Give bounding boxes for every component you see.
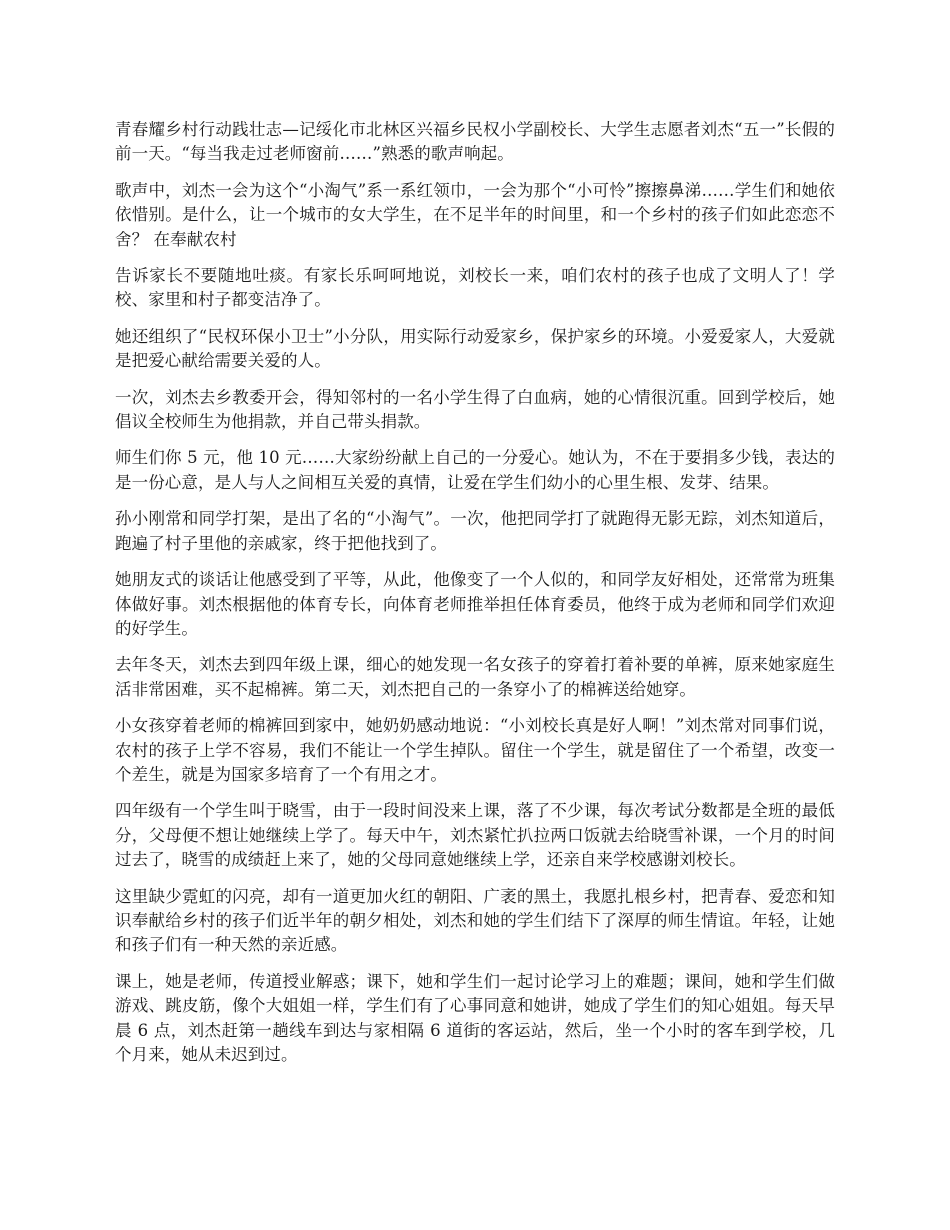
paragraph: 她还组织了“民权环保小卫士”小分队，用实际行动爱家乡，保护家乡的环境。小爱爱家人，大爱就是把爱心献给需要关爱的人。 [115, 326, 835, 371]
paragraph: 一次，刘杰去乡教委开会，得知邻村的一名小学生得了白血病，她的心情很沉重。回到学校后，她倡议全校师生为他捐款，并自己带头捐款。 [115, 387, 835, 432]
paragraph: 去年冬天，刘杰去到四年级上课，细心的她发现一名女孩子的穿着打着补要的单裤，原来她家庭生活非常困难，买不起棉裤。第二天，刘杰把自己的一条穿小了的棉裤送给她穿。 [115, 655, 835, 699]
paragraph: 青春耀乡村行动践壮志—记绥化市北林区兴福乡民权小学副校长、大学生志愿者刘杰“五一”长假的前一天。“每当我走过老师窗前……”熟悉的歌声响起。 [115, 120, 835, 164]
paragraph: 歌声中，刘杰一会为这个“小淘气”系一系红领巾，一会为那个“小可怜”擦擦鼻涕……学生们和她依依惜别。是什么，让一个城市的女大学生，在不足半年的时间里，和一个乡村的孩子们如此恋恋不舍？ 在奉献农村 [115, 180, 835, 249]
paragraph: 师生们你 5 元，他 10 元……大家纷纷献上自己的一分爱心。她认为，不在于要捐多少钱，表达的是一份心意，是人与人之间相互关爱的真情，让爱在学生们幼小的心里生根、发芽、结果。 [115, 448, 835, 492]
paragraph: 小女孩穿着老师的棉裤回到家中，她奶奶感动地说：“小刘校长真是好人啊！”刘杰常对同事们说，农村的孩子上学不容易，我们不能让一个学生掉队。留住一个学生，就是留住了一个希望，改变一个差生，就是为国家多培育了一个有用之才。 [115, 716, 835, 784]
article-body [115, 118, 835, 1067]
paragraph: 课上，她是老师，传道授业解惑；课下，她和学生们一起讨论学习上的难题；课间，她和学生们做游戏、跳皮筋，像个大姐姐一样，学生们有了心事同意和她讲，她成了学生们的知心姐姐。每天早晨 6 点，刘杰赶第一趟线车到达与家相隔 6 道街的客运站，然后，坐一个小时的客车到学校，几个月来，她从未迟到过。 [115, 971, 835, 1064]
paragraph: 孙小刚常和同学打架，是出了名的“小淘气”。一次，他把同学打了就跑得无影无踪，刘杰知道后，跑遍了村子里他的亲戚家，终于把他找到了。 [115, 509, 835, 553]
paragraph: 她朋友式的谈话让他感受到了平等，从此，他像变了一个人似的，和同学友好相处，还常常为班集体做好事。刘杰根据他的体育专长，向体育老师推举担任体育委员，他终于成为老师和同学们欢迎的好学生。 [115, 570, 835, 638]
paragraph: 这里缺少霓虹的闪亮，却有一道更加火红的朝阳、广袤的黑土，我愿扎根乡村，把青春、爱恋和知识奉献给乡村的孩子们近半年的朝夕相处，刘杰和她的学生们结下了深厚的师生情谊。年轻，让她和孩子们有一种天然的亲近感。 [115, 886, 835, 955]
paragraph: 四年级有一个学生叫于晓雪，由于一段时间没来上课，落了不少课，每次考试分数都是全班的最低分，父母便不想让她继续上学了。每天中午，刘杰紧忙扒拉两口饭就去给晓雪补课，一个月的时间过去了，晓雪的成绩赶上来了，她的父母同意她继续上学，还亲自来学校感谢刘校长。 [115, 801, 835, 870]
paragraph: 告诉家长不要随地吐痰。有家长乐呵呵地说，刘校长一来，咱们农村的孩子也成了文明人了！学校、家里和村子都变洁净了。 [115, 266, 835, 310]
